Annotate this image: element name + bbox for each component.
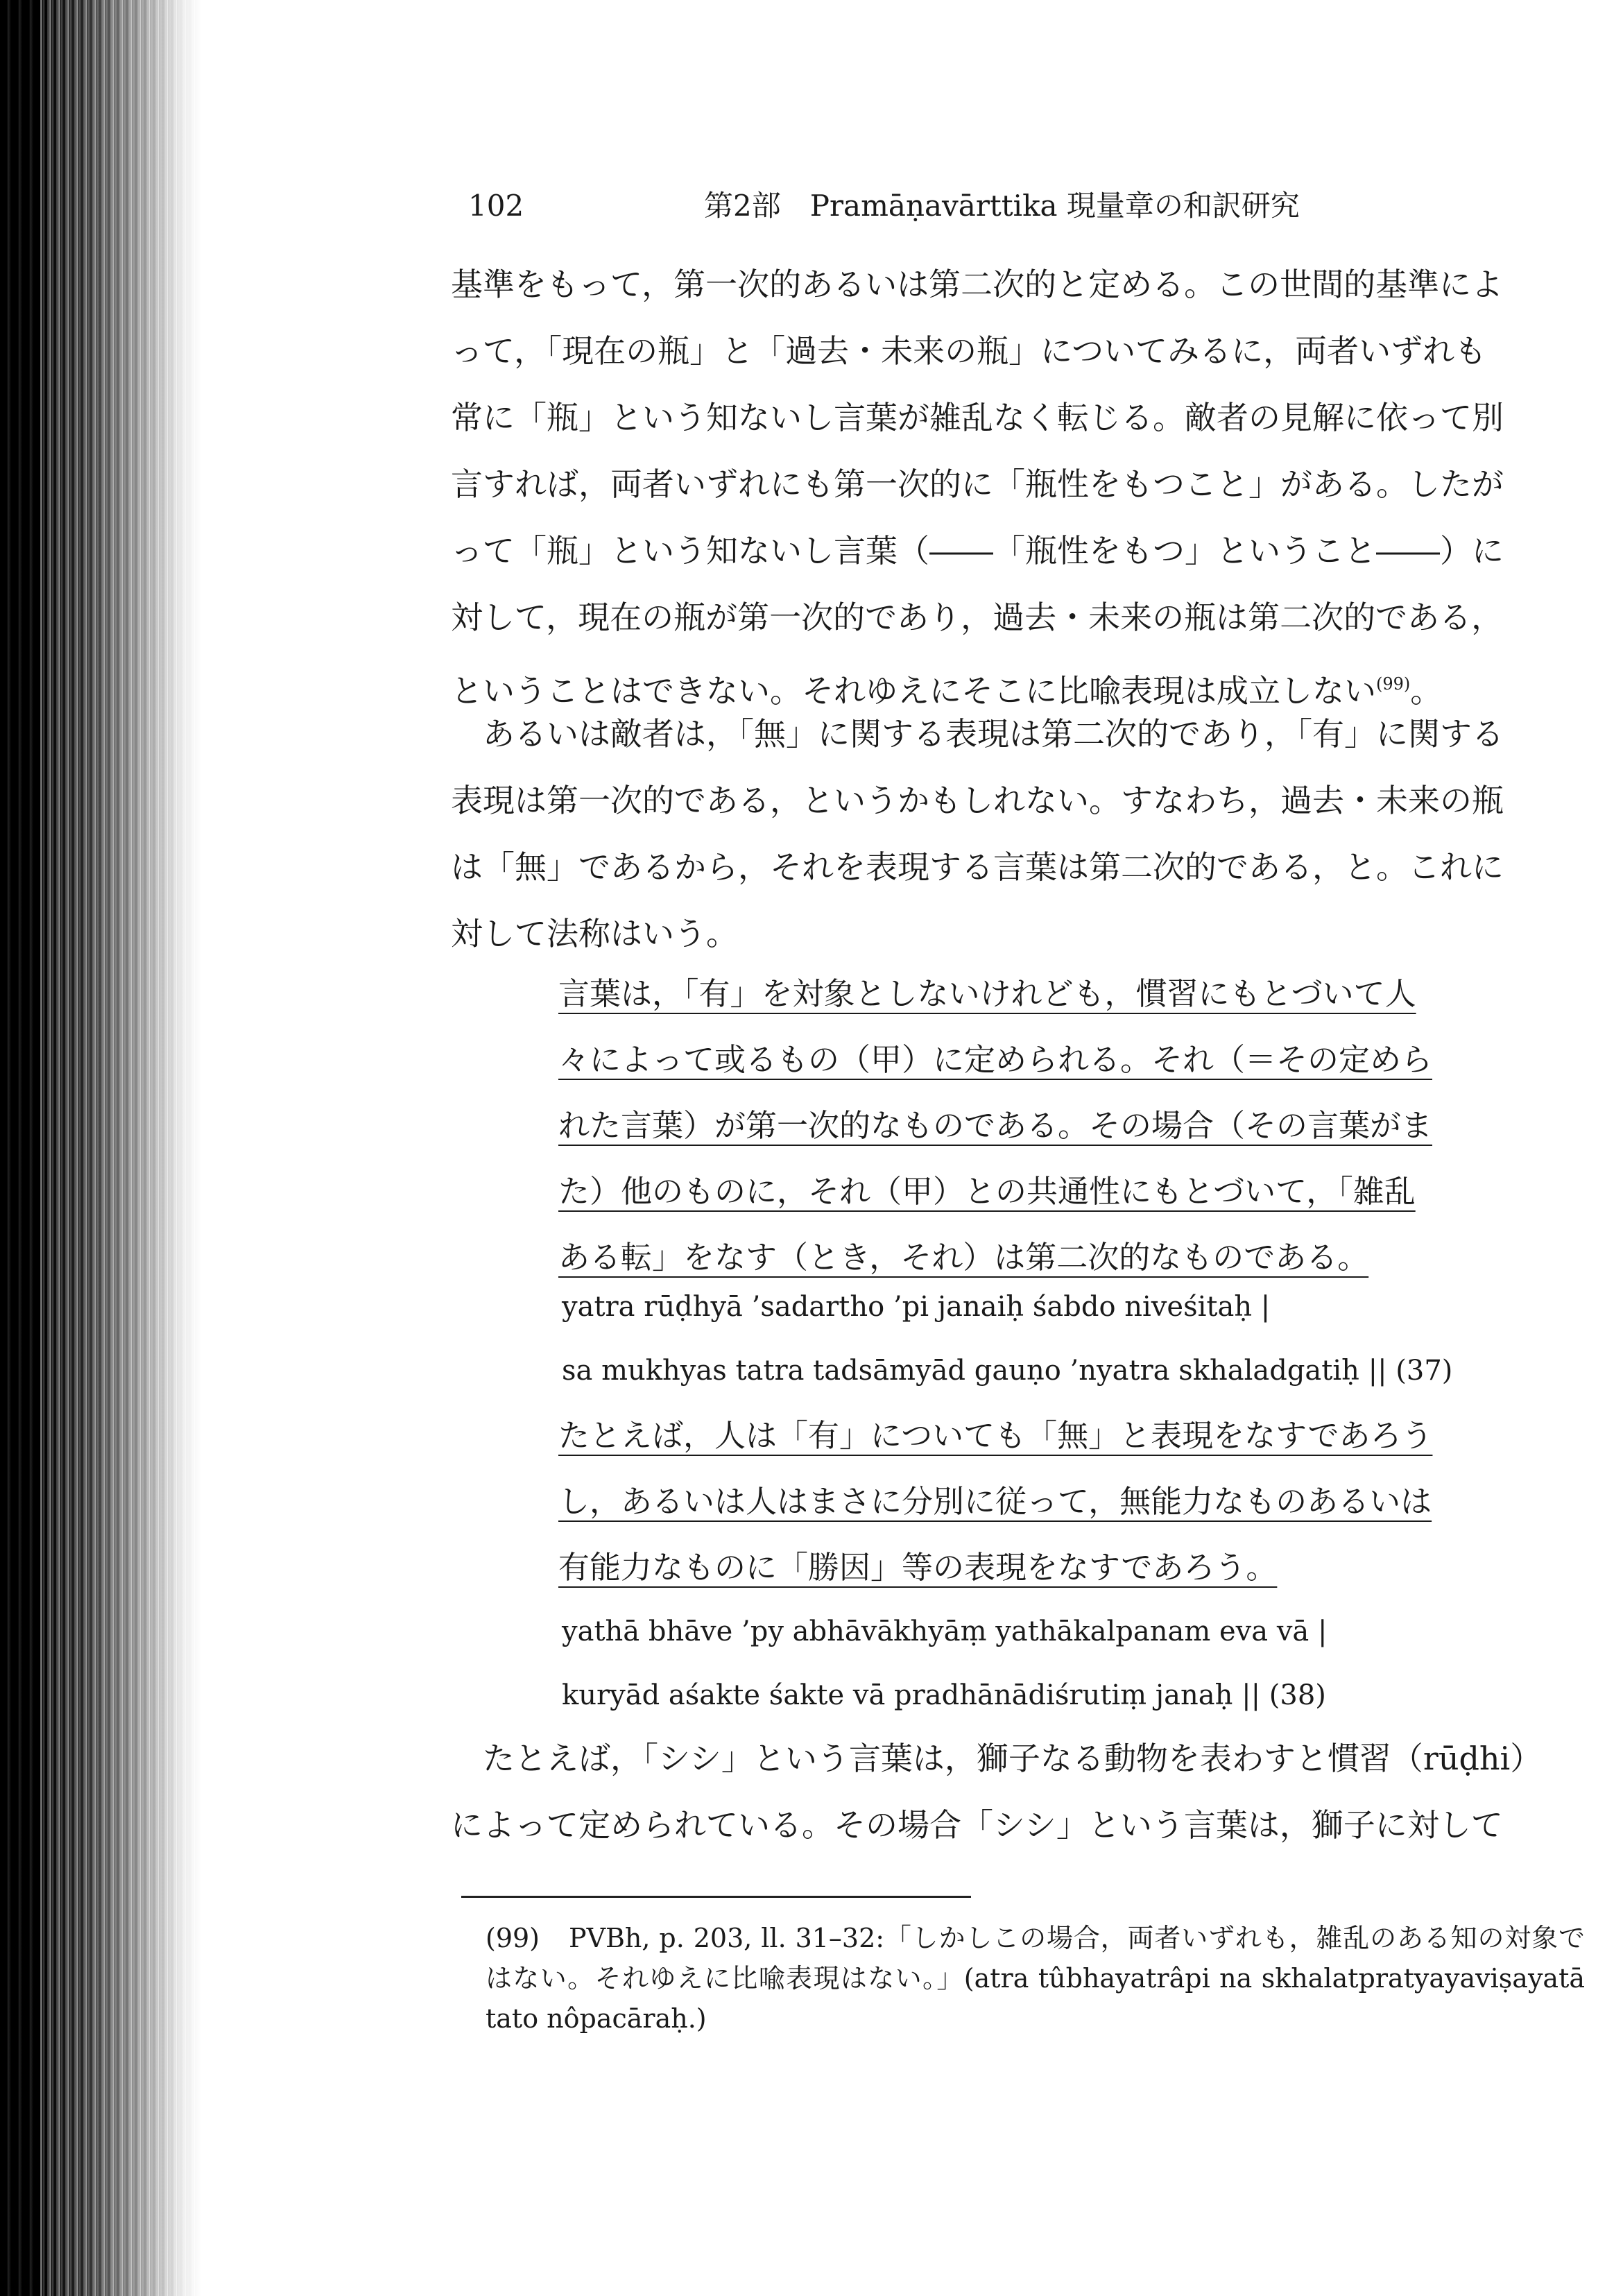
underlined-line: 言葉は，「有」を対象としないけれども，慣習にもとづいて人 <box>558 975 1416 1012</box>
text-line: は「無」であるから，それを表現する言葉は第二次的である，と。これに <box>451 848 1504 886</box>
text-line: 対して，現在の瓶が第一次的であり，過去・未来の瓶は第二次的である， <box>451 599 1504 636</box>
underlined-line: し，あるいは人はまさに分別に従って，無能力なものあるいは <box>558 1483 1432 1520</box>
footnote-divider <box>461 1896 971 1898</box>
text-line: たとえば，「シシ」という言葉は，獅子なる動物を表わすと慣習（rūḍhi） <box>483 1740 1543 1777</box>
verse-line: yatra rūḍhyā ’sadartho ’pi janaiḥ śabdo niveśitaḥ | <box>562 1291 1271 1323</box>
footnote-99 <box>486 1918 1585 2039</box>
translation-quote-37 <box>558 961 1515 1290</box>
underlined-line: 有能力なものに「勝因」等の表現をなすであろう。 <box>558 1549 1278 1586</box>
text-line: って，「現在の瓶」と「過去・未来の瓶」についてみるに，両者いずれも <box>451 332 1487 370</box>
verse-line: sa mukhyas tatra tadsāmyād gauṇo ’nyatra skhaladgatiḥ || (37) <box>562 1355 1453 1387</box>
verse-line: yathā bhāve ’py abhāvākhyāṃ yathākalpanam eva vā | <box>562 1616 1328 1647</box>
scan-spine-edge <box>0 0 40 2296</box>
paragraph-1 <box>451 251 1581 724</box>
text-line: 基準をもって，第一次的あるいは第二次的と定める。この世間的基準によ <box>451 266 1504 303</box>
text-line: によって定められている。その場合「シシ」という言葉は，獅子に対して <box>451 1806 1503 1844</box>
translation-quote-38 <box>558 1403 1515 1600</box>
text-line: 常に「瓶」という知ないし言葉が雑乱なく転じる。敵者の見解に依って別 <box>451 399 1504 436</box>
footnote-marker: (99) <box>486 1923 540 1953</box>
underlined-line: れた言葉）が第一次的なものである。その場合（その言葉がま <box>558 1107 1433 1144</box>
underlined-line: たとえば，人は「有」についても「無」と表現をなすであろう <box>558 1417 1433 1454</box>
running-head: 第2部 Pramāṇavārttika 現量章の和訳研究 <box>704 189 1300 223</box>
sanskrit-verse-37 <box>562 1275 1602 1403</box>
paragraph-3 <box>451 1725 1581 1858</box>
paragraph-2 <box>451 701 1581 967</box>
page-number: 102 <box>468 189 524 223</box>
underlined-line: ある転」をなす（とき，それ）は第二次的なものである。 <box>558 1239 1369 1276</box>
underlined-line: 々によって或るもの（甲）に定められる。それ（＝その定めら <box>558 1041 1433 1078</box>
sanskrit-verse-38 <box>562 1600 1602 1727</box>
footnote-reference[interactable]: (99) <box>1376 674 1411 694</box>
text-line: 言すれば，両者いずれにも第一次的に「瓶性をもつこと」がある。したが <box>451 465 1504 503</box>
text-line: あるいは敵者は，「無」に関する表現は第二次的であり，「有」に関する <box>483 715 1504 753</box>
verse-line: kuryād aśakte śakte vā pradhānādiśrutiṃ janaḥ || (38) <box>562 1679 1326 1711</box>
sentence-end: 。 <box>1410 672 1443 710</box>
underlined-line: た）他のものに，それ（甲）との共通性にもとづいて，「雑乱 <box>558 1173 1416 1210</box>
text-line: 対して法称はいう。 <box>451 915 738 952</box>
text-line-part: ということはできない。それゆえにそこに比喩表現は成立しない <box>451 672 1376 710</box>
text-line: 表現は第一次的である，というかもしれない。すなわち，過去・未来の瓶 <box>451 782 1504 819</box>
text-line: って「瓶」という知ないし言葉（――「瓶性をもつ」ということ――）に <box>451 532 1504 569</box>
footnote-text: PVBh, p. 203, ll. 31–32:「しかしこの場合，両者いずれも，雑乱のある知の対象ではない。それゆえに比喩表現はない。」(atra tûbhayatrâpi na skhalatpratyayaviṣayatā tato nôpacāraḥ.) <box>486 1923 1585 2034</box>
page-header <box>468 182 1578 230</box>
